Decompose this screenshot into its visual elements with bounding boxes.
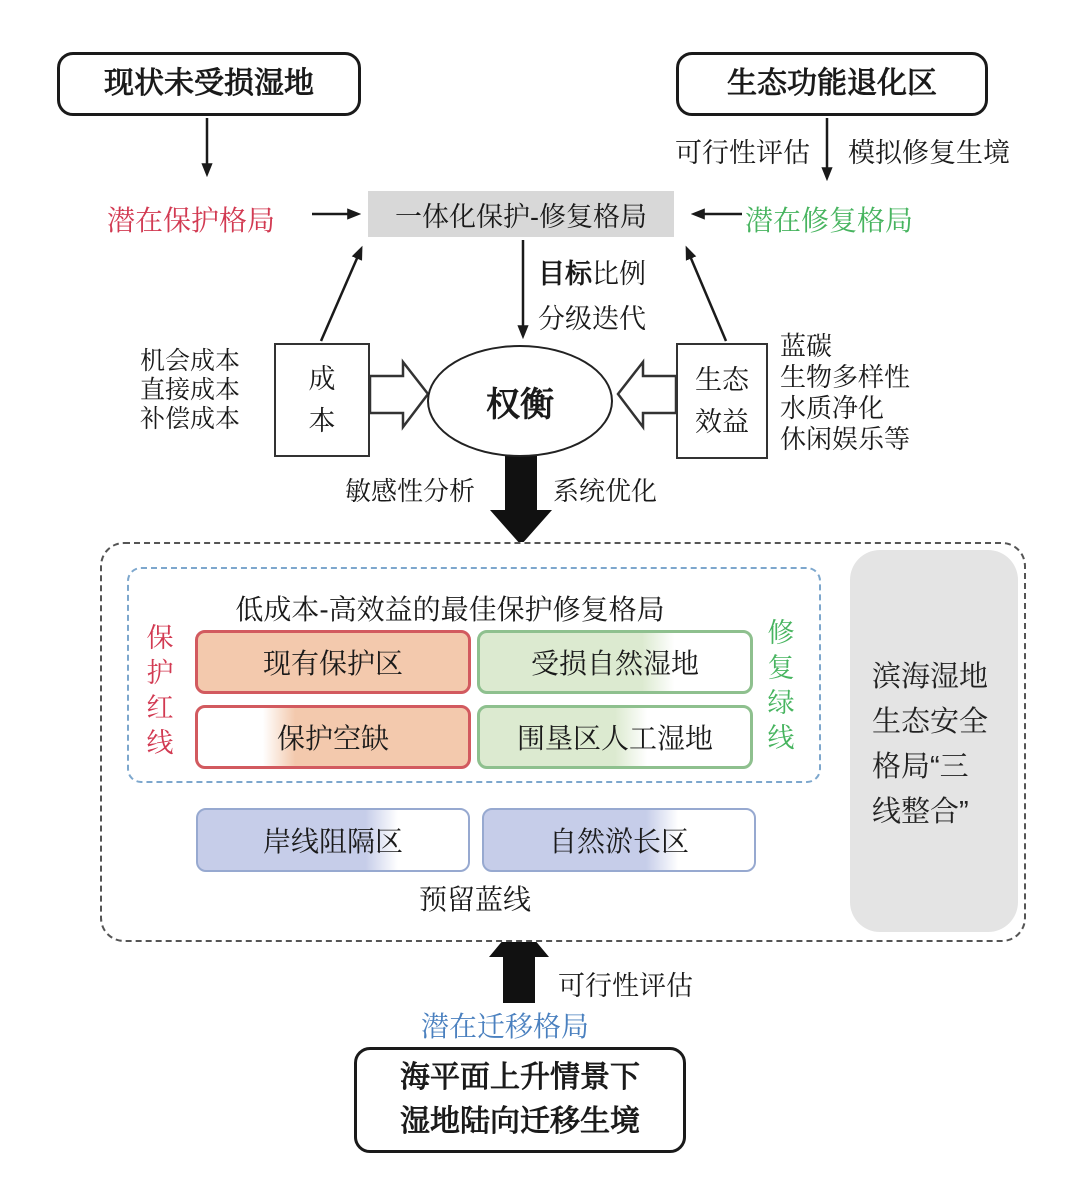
cost-items-list (140, 347, 240, 434)
summary-line: 生态安全 (872, 706, 989, 738)
undamaged-wetland-label: 现状未受损湿地 (104, 67, 314, 100)
target-ratio-bold: 目标 (538, 259, 592, 289)
damaged-natural-wetland-box: 受损自然湿地 (477, 630, 753, 694)
restoration-green-line-label: 修复绿线 (767, 618, 795, 753)
existing-reserve-box: 现有保护区 (195, 630, 471, 694)
cost-box (274, 343, 370, 457)
tradeoff-ellipse: 权衡 (427, 345, 613, 457)
natural-silting-box: 自然淤长区 (482, 808, 756, 872)
three-line-summary-text (872, 655, 988, 835)
integrated-pattern-box: 一体化保护-修复格局 (368, 191, 674, 237)
summary-line: 线整合” (872, 796, 969, 828)
summary-line: 格局“三 (872, 751, 969, 783)
degraded-zone-label: 生态功能退化区 (727, 67, 937, 100)
protection-gap-box: 保护空缺 (195, 705, 471, 769)
degraded-zone-box (676, 52, 988, 116)
arrow-cost-to-integrated (321, 256, 358, 341)
slr-line2: 湿地陆向迁移生境 (400, 1105, 640, 1138)
reclaimed-artificial-wetland-box: 围垦区人工湿地 (477, 705, 753, 769)
sea-level-rise-box (354, 1047, 686, 1153)
block-arrow-cost-to-tradeoff (370, 362, 428, 427)
benefit-box-label: 生态效益 (695, 365, 749, 437)
benefit-items-list (780, 331, 910, 455)
potential-protection-label: 潜在保护格局 (107, 205, 276, 236)
benefit-item: 水质净化 (780, 393, 885, 423)
undamaged-wetland-box (57, 52, 361, 116)
feasibility-top-label: 可行性评估 (675, 138, 810, 168)
benefit-item: 生物多样性 (780, 362, 911, 392)
arrow-benefit-to-integrated (690, 256, 726, 341)
cost-box-label: 成本 (308, 364, 336, 436)
cost-item: 直接成本 (140, 376, 241, 404)
summary-line: 滨海湿地 (872, 661, 989, 693)
benefit-box (676, 343, 768, 459)
potential-migration-label: 潜在迁移格局 (421, 1011, 590, 1042)
optimization-label: 系统优化 (553, 476, 658, 506)
reserved-blue-line-label: 预留蓝线 (418, 884, 531, 915)
feasibility-bottom-label: 可行性评估 (558, 971, 693, 1001)
protection-red-line-label: 保护红线 (146, 623, 174, 758)
grading-iteration-label: 分级迭代 (538, 304, 646, 334)
inner-panel-title: 低成本-高效益的最佳保护修复格局 (235, 594, 665, 625)
block-arrow-benefit-to-tradeoff (618, 362, 676, 427)
shoreline-barrier-box: 岸线阻隔区 (196, 808, 470, 872)
benefit-item: 休闲娱乐等 (780, 424, 911, 454)
target-ratio-rest: 比例 (592, 259, 646, 289)
slr-line1: 海平面上升情景下 (400, 1061, 640, 1094)
cost-item: 机会成本 (140, 347, 241, 375)
benefit-item: 蓝碳 (780, 331, 833, 361)
simulate-habitat-label: 模拟修复生境 (848, 138, 1010, 168)
sensitivity-label: 敏感性分析 (345, 476, 476, 506)
thick-arrow-tradeoff-to-panel (490, 452, 552, 545)
potential-restoration-label: 潜在修复格局 (745, 205, 914, 236)
cost-item: 补偿成本 (140, 405, 241, 433)
target-ratio-label (538, 252, 646, 291)
